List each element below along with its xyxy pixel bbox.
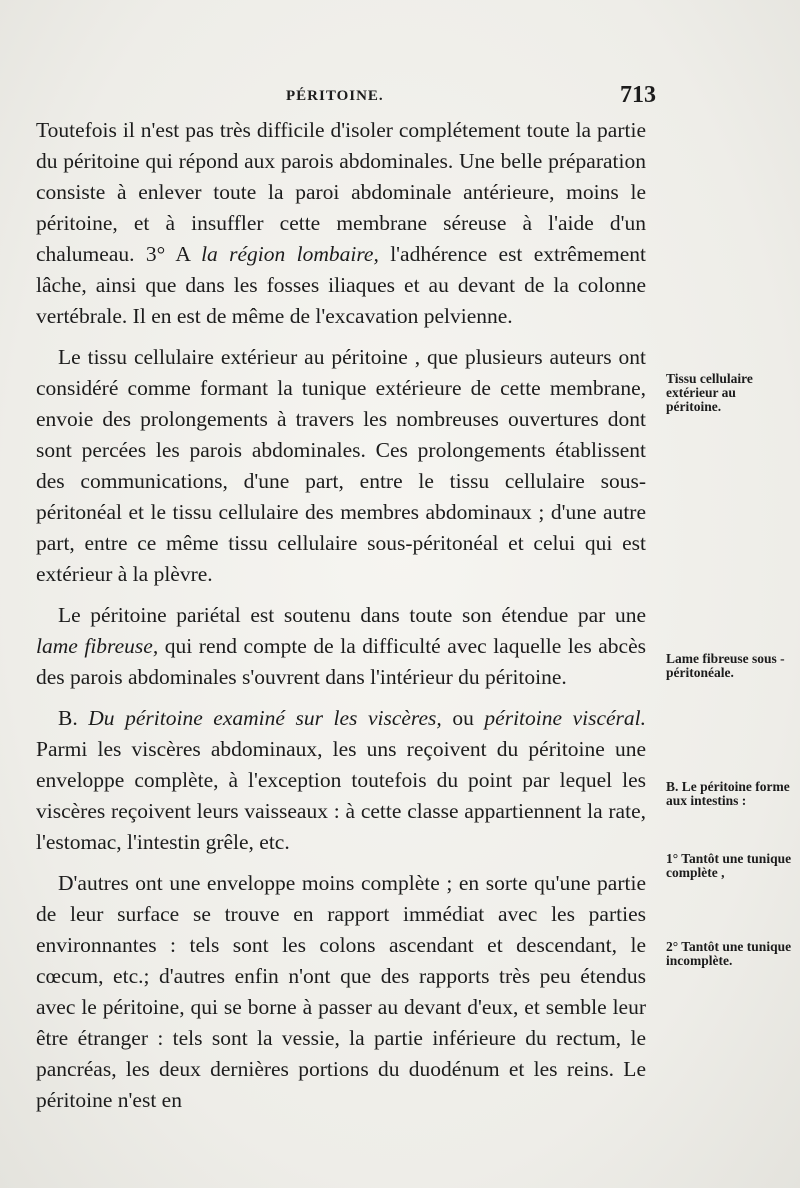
page-header: [36, 82, 656, 110]
margin-note-lame-fibreuse: Lame fibreuse sous - péritonéale.: [666, 651, 785, 680]
margin-note-tissu-cellulaire: Tissu cellulaire extérieur au péritoine.: [666, 371, 753, 414]
paragraph: D'autres ont une enveloppe moins complète ; en sorte qu'une partie de leur surface se trouve en rapport immédiat avec les parties environnantes : tels sont les colons ascendant et descendant, le cœcum, etc.; d'autres enfin n'ont que des rapports très peu étendus avec le péritoine, qui se borne à passer au devant d'eux, et semble leur être étranger : tels sont la vessie, la partie inférieure du rectum, le pancréas, les deux dernières portions du duodénum et les reins. Le péritoine n'est en: [36, 871, 646, 1112]
running-title: PÉRITOINE.: [286, 88, 384, 104]
paragraph: B. Du péritoine examiné sur les viscères, ou péritoine viscéral. Parmi les viscères abdominaux, les uns reçoivent du péritoine une enveloppe complète, à l'exception toutefois du point par lequel les viscères reçoivent leurs vaisseaux : à cette classe appartiennent la rate, l'estomac, l'intestin grêle, etc.: [36, 706, 647, 854]
paragraph: Toutefois il n'est pas très difficile d'isoler complétement toute la partie du péritoine qui répond aux parois abdominales. Une belle préparation consiste à enlever toute la paroi abdominale antérieure, moins le péritoine, et à insuffler cette membrane séreuse à l'aide d'un chalumeau. 3° A la région lombaire, l'adhérence est extrêmement lâche, ainsi que dans les fosses iliaques et au devant de la colonne vertébrale. Il en est de même de l'excavation pelvienne.: [36, 118, 646, 328]
margin-note-peritoine-intestins: B. Le péritoine forme aux intestins :: [666, 779, 790, 808]
margin-note-tunique-complete: 1° Tantôt une tunique complète ,: [666, 851, 792, 880]
margin-note-tunique-incomplete: 2° Tantôt une tunique incomplète.: [666, 939, 792, 968]
page-number: 713: [620, 82, 656, 108]
paragraph: Le tissu cellulaire extérieur au péritoine , que plusieurs auteurs ont considéré comme formant la tunique extérieure de cette membrane, envoie des prolongements à travers les nombreuses ouvertures dont sont percées les parois abdominales. Ces prolongements établissent des communications, d'une part, entre le tissu cellulaire sous-péritonéal et le tissu cellulaire des membres abdominaux ; d'une autre part, entre ce même tissu cellulaire sous-péritonéal et celui qui est extérieur à la plèvre.: [36, 345, 646, 586]
body-text: [36, 115, 646, 1126]
paragraph: Le péritoine pariétal est soutenu dans toute son étendue par une lame fibreuse, qui rend compte de la difficulté avec laquelle les abcès des parois abdominales s'ouvrent dans l'intérieur du péritoine.: [36, 603, 647, 689]
